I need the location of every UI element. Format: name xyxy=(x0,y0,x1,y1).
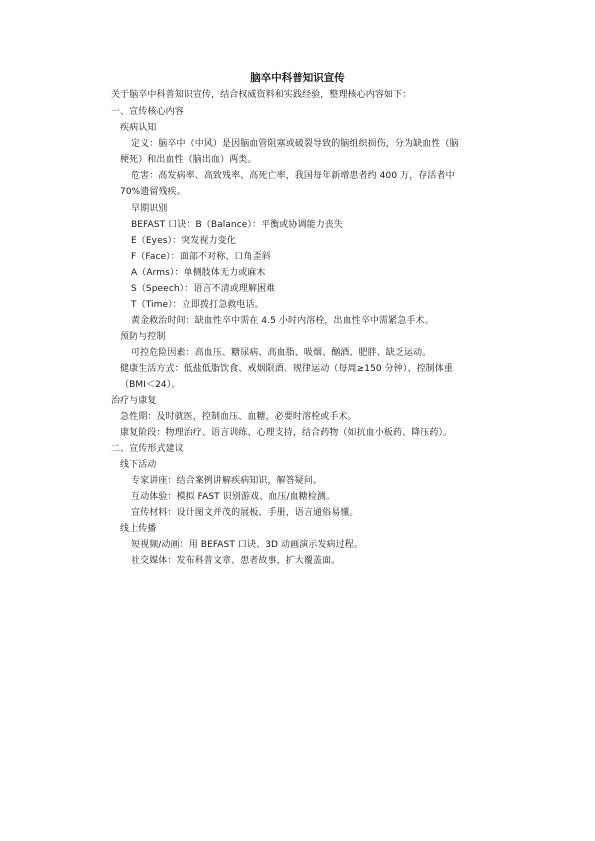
risk-factors: 可控危险因素：高血压、糖尿病、高血脂、吸烟、酗酒、肥胖、缺乏运动。 xyxy=(131,348,432,358)
befast-a: A（Arms）：单侧肢体无力或麻木 xyxy=(131,268,266,278)
harm-line-1: 危害：高发病率、高致残率、高死亡率，我国每年新增患者约 400 万，存活者中 xyxy=(131,171,455,181)
treatment-heading: 治疗与康复 xyxy=(111,396,157,406)
befast-e: E（Eyes）：突发视力变化 xyxy=(131,236,236,246)
intro-text: 关于脑卒中科普知识宣传，结合权威资料和实践经验，整理核心内容如下： xyxy=(111,90,412,100)
expert-lecture: 专家讲座：结合案例讲解疾病知识，解答疑问。 xyxy=(131,476,323,486)
acute-phase: 急性期：及时就医，控制血压、血糖，必要时溶栓或手术。 xyxy=(120,412,357,422)
rehab-phase: 康复阶段：物理治疗、语言训练、心理支持，结合药物（如抗血小板药、降压药）。 xyxy=(120,428,453,438)
document-title: 脑卒中科普知识宣传 xyxy=(250,72,345,84)
befast-f: F（Face）：面部不对称、口角歪斜 xyxy=(131,252,271,262)
definition-line-2: 梗死）和出血性（脑出血）两类。 xyxy=(120,155,257,165)
interactive-experience: 互动体验：模拟 FAST 识别游戏、血压/血糖检测。 xyxy=(131,492,336,502)
section1-heading: 一、宣传核心内容 xyxy=(111,107,184,117)
lifestyle-line-1: 健康生活方式：低盐低脂饮食、戒烟限酒、规律运动（每周≥150 分钟）、控制体重 xyxy=(120,364,453,374)
befast-s: S（Speech）：语言不清或理解困难 xyxy=(131,284,276,294)
early-heading: 早期识别 xyxy=(131,204,168,214)
prevention-heading: 预防与控制 xyxy=(120,332,166,342)
befast-line: BEFAST 口诀：B（Balance）：平衡或协调能力丧失 xyxy=(131,220,344,230)
harm-line-2: 70%遗留残疾。 xyxy=(120,187,186,197)
offline-heading: 线下活动 xyxy=(120,460,157,470)
befast-t: T（Time）：立即拨打急救电话。 xyxy=(131,300,264,310)
section2-heading: 二、宣传形式建议 xyxy=(111,444,184,454)
golden-time: 黄金救治时间：缺血性卒中需在 4.5 小时内溶栓，出血性卒中需紧急手术。 xyxy=(131,316,434,326)
social-media: 社交媒体：发布科普文章、患者故事，扩大覆盖面。 xyxy=(131,556,341,566)
online-heading: 线上传播 xyxy=(120,524,157,534)
short-video: 短视频/动画：用 BEFAST 口诀、3D 动画演示发病过程。 xyxy=(131,540,363,550)
lifestyle-line-2: （BMI＜24）。 xyxy=(120,380,181,390)
disease-heading: 疾病认知 xyxy=(120,123,157,133)
promo-materials: 宣传材料：设计图文并茂的展板、手册，语言通俗易懂。 xyxy=(131,508,359,518)
definition-line-1: 定义：脑卒中（中风）是因脑血管阻塞或破裂导致的脑组织损伤，分为缺血性（脑 xyxy=(131,139,459,149)
